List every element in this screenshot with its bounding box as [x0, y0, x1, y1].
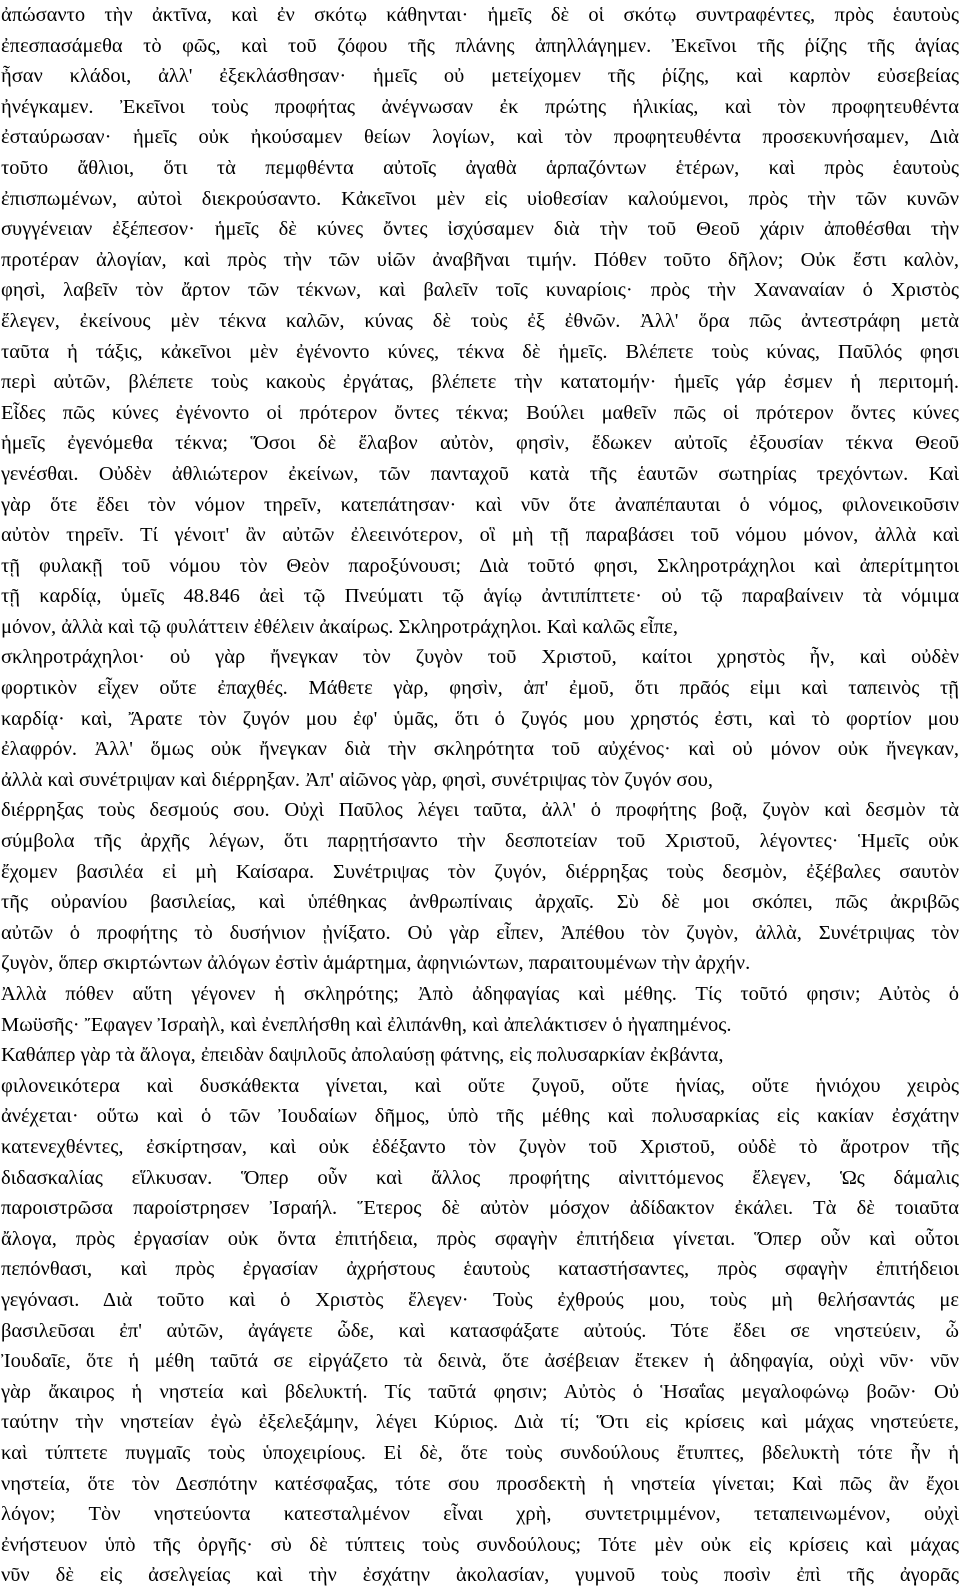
text-line: γενέσθαι. Οὐδὲν ἀθλιώτερον ἐκείνων, τῶν πανταχοῦ κατὰ τῆς ἑαυτῶν σωτηρίας τρεχόντων. Καὶ — [1, 462, 959, 485]
text-line: φορτικὸν εἶχεν οὔτε ἐπαχθές. Μάθετε γὰρ, φησὶν, ἀπ' ἐμοῦ, ὅτι πρᾶός εἰμι καὶ ταπεινὸς τῇ — [1, 677, 959, 700]
text-line: διέρρηξας τοὺς δεσμούς σου. Οὐχὶ Παῦλος λέγει ταῦτα, ἀλλ' ὁ προφήτης βοᾷ, ζυγὸν καὶ δεσμὸν τὰ — [1, 799, 959, 822]
text-line: Καθάπερ γὰρ τὰ ἄλογα, ἐπειδὰν δαψιλοῦς ἀπολαύσῃ φάτνης, εἰς πολυσαρκίαν ἐκβάντα, — [1, 1044, 724, 1067]
text-line: ἐνήστευον ὑπὸ τῆς ὀργῆς· σὺ δὲ τύπτεις τοὺς συνδούλους; Τότε μὲν οὐκ εἰς κρίσεις καὶ μάχας — [1, 1533, 959, 1556]
text-line: καὶ τύπτετε πυγμαῖς τοὺς ὑποχειρίους. Εἰ δὲ, ὅτε τοὺς συνδούλους ἔτυπτες, βδελυκτὴ τότε ἦν ἡ — [1, 1441, 959, 1464]
text-line: σκληροτράχηλοι· οὐ γὰρ ἤνεγκαν τὸν ζυγὸν τοῦ Χριστοῦ, καίτοι χρηστὸς ἦν, καὶ οὐδὲν — [1, 646, 959, 669]
text-line: γὰρ ἄκαιρος ἡ νηστεία καὶ βδελυκτή. Τίς ταῦτά φησιν; Αὐτὸς ὁ Ἡσαΐας μεγαλοφώνῳ βοῶν· Οὐ — [1, 1380, 959, 1403]
text-line: τῆς οὐρανίου βασιλείας, καὶ ὑπέθηκας ἀνθρωπίναις ἀρχαῖς. Σὺ δὲ μοι σκόπει, πῶς ἀκριβῶς — [1, 891, 959, 914]
text-line: φιλονεικότερα καὶ δυσκάθεκτα γίνεται, καὶ οὔτε ζυγοῦ, οὔτε ἡνίας, οὔτε ἡνιόχου χειρὸς — [1, 1074, 959, 1097]
text-line: αὐτὸν τηρεῖν. Τί γένοιτ' ἂν αὐτῶν ἐλεεινότερον, οἳ μὴ τῇ παραβάσει τοῦ νόμου μόνον, ἀλλὰ καὶ — [1, 524, 959, 547]
text-line: τοῦτο ἄθλιοι, ὅτι τὰ πεμφθέντα αὐτοῖς ἀγαθὰ ἁρπαζόντων ἑτέρων, καὶ πρὸς ἑαυτοὺς — [1, 156, 959, 179]
text-line: συγγένειαν ἐξέπεσον· ἡμεῖς δὲ κύνες ὄντες ἰσχύσαμεν διὰ τὴν τοῦ Θεοῦ χάριν ἀποθέσθαι τὴν — [1, 218, 959, 241]
text-line: ἠνέγκαμεν. Ἐκεῖνοι τοὺς προφήτας ἀνέγνωσαν ἐκ πρώτης ἡλικίας, καὶ τὸν προφητευθέντα — [1, 95, 959, 118]
text-line: ἀπώσαντο τὴν ἀκτῖνα, καὶ ἐν σκότῳ κάθηνται· ἡμεῖς δὲ οἱ σκότῳ συντραφέντες, πρὸς ἑαυτοὺς — [1, 4, 959, 26]
text-line: πεπόνθασι, καὶ πρὸς ἐργασίαν ἀχρήστους ἑαυτοὺς καταστήσαντες, πρὸς σφαγὴν ἐπιτήδειοι — [1, 1258, 959, 1281]
text-line: ταύτην τὴν νηστείαν ἐγὼ ἐξελεξάμην, λέγει Κύριος. Διὰ τί; Ὅτι εἰς κρίσεις καὶ μάχας νηστεύετε, — [1, 1411, 959, 1434]
text-line: ἐπισπωμένων, αὐτοὶ διεκρούσαντο. Κἀκεῖνοι μὲν εἰς υἱοθεσίαν καλούμενοι, πρὸς τὴν τῶν κυνῶν — [1, 187, 959, 210]
text-line: ζυγὸν, ὅπερ σκιρτώντων ἀλόγων ἐστὶν ἁμάρτημα, ἀφηνιώντων, παραιτουμένων τὴν ἀρχήν. — [1, 952, 751, 975]
text-line: ἀνέχεται· οὕτω καὶ ὁ τῶν Ἰουδαίων δῆμος, ὑπὸ τῆς μέθης καὶ πολυσαρκίας εἰς κακίαν ἐσχάτην — [1, 1105, 959, 1128]
text-line: αὐτῶν ὁ προφήτης τὸ δυσήνιον ᾐνίξατο. Οὐ γὰρ εἶπεν, Ἀπέθου τὸν ζυγὸν, ἀλλὰ, Συνέτριψας τὸν — [1, 921, 959, 944]
text-line: νῦν δὲ εἰς ἀσελγείας καὶ τὴν ἐσχάτην ἀκολασίαν, γυμνοῦ τοὺς ποσὶν ἐπὶ τῆς ἀγορᾶς — [1, 1564, 959, 1587]
text-line: Ἀλλὰ πόθεν αὕτη γέγονεν ἡ σκληρότης; Ἀπὸ ἀδηφαγίας καὶ μέθης. Τίς τοῦτό φησιν; Αὐτὸς ὁ — [1, 983, 959, 1005]
text-line: ἐπεσπασάμεθα τὸ φῶς, καὶ τοῦ ζόφου τῆς πλάνης ἀπηλλάγημεν. Ἐκεῖνοι τῆς ῥίζης τῆς ἁγίας — [1, 34, 959, 57]
text-line: μόνον, ἀλλὰ καὶ τῷ φυλάττειν ἐθέλειν ἀκαίρως. Σκληροτράχηλοι. Καὶ καλῶς εἶπε, — [1, 615, 678, 638]
text-line: ἦσαν κλάδοι, ἀλλ' ἐξεκλάσθησαν· ἡμεῖς οὐ μετείχομεν τῆς ῥίζης, καὶ καρπὸν εὐσεβείας — [1, 65, 959, 88]
text-line: γὰρ ὅτε ἔδει τὸν νόμον τηρεῖν, κατεπάτησαν· καὶ νῦν ὅτε ἀναπέπαυται ὁ νόμος, φιλονεικοῦσιν — [1, 493, 959, 516]
text-line: τῇ φυλακῇ τοῦ νόμου τὸν Θεὸν παροξύνουσι; Διὰ τοῦτό φησι, Σκληροτράχηλοι καὶ ἀπερίτμητοι — [1, 554, 959, 577]
text-line: σύμβολα τῆς ἀρχῆς λέγων, ὅτι παρῃτήσαντο τὴν δεσποτείαν τοῦ Χριστοῦ, λέγοντες· Ἡμεῖς οὐκ — [1, 830, 959, 853]
text-line: ἔλεγεν, ἐκείνους μὲν τέκνα καλῶν, κύνας δὲ τοὺς ἐξ ἐθνῶν. Ἀλλ' ὅρα πῶς ἀντεστράφη μετὰ — [1, 309, 959, 332]
text-line: κατενεχθέντες, ἐσκίρτησαν, καὶ οὐκ ἐδέξαντο τὸν ζυγὸν τοῦ Χριστοῦ, οὐδὲ τὸ ἄροτρον τῆς — [1, 1135, 959, 1158]
text-line: νηστεία, ὅτε τὸν Δεσπότην κατέσφαξας, τότε σου προσδεκτὴ ἡ νηστεία γίνεται; Καὶ πῶς ἂν ἔχοι — [1, 1472, 959, 1495]
text-line: προτέραν ἀλογίαν, καὶ πρὸς τὴν τῶν υἱῶν ἀναβῆναι τιμήν. Πόθεν τοῦτο δῆλον; Οὐκ ἔστι καλὸν, — [1, 248, 959, 271]
text-line: περὶ αὐτῶν, βλέπετε τοὺς κακοὺς ἐργάτας, βλέπετε τὴν κατατομήν· ἡμεῖς γάρ ἐσμεν ἡ περιτομή. — [1, 371, 959, 394]
text-line: ἔχομεν βασιλέα εἰ μὴ Καίσαρα. Συνέτριψας τὸν ζυγόν, διέρρηξας τοὺς δεσμὸν, ἐξέβαλες σαυτὸν — [1, 860, 959, 883]
text-line: λόγον; Τὸν νηστεύοντα κατεσταλμένον εἶναι χρὴ, συντετριμμένον, τεταπεινωμένον, οὐχὶ — [1, 1503, 959, 1526]
text-line: Ἰουδαῖε, ὅτε ἡ μέθη ταῦτά σε εἰργάζετο τὰ δεινὰ, ὅτε ἀσέβειαν ἔτεκεν ἡ ἀδηφαγία, οὐχὶ νῦν· νῦν — [1, 1350, 959, 1373]
text-line: ἐλαφρόν. Ἀλλ' ὅμως οὐκ ἤνεγκαν διὰ τὴν σκληρότητα τοῦ αὐχένος· καὶ οὐ μόνον οὐκ ἤνεγκαν, — [1, 738, 959, 761]
text-line: βασιλεῦσαι ἐπ' αὐτῶν, ἀγάγετε ὧδε, καὶ κατασφάξατε αὐτούς. Τότε ἔδει σε νηστεύειν, ὦ — [1, 1319, 959, 1342]
text-line: φησὶ, λαβεῖν τὸν ἄρτον τῶν τέκνων, καὶ βαλεῖν τοῖς κυναρίοις· πρὸς τὴν Χαναναίαν ὁ Χριστὸς — [1, 279, 959, 302]
text-line: ταῦτα ἡ τάξις, κἀκεῖνοι μὲν ἐγένοντο κύνες, τέκνα δὲ ἡμεῖς. Βλέπετε τοὺς κύνας, Παῦλός φησι — [1, 340, 959, 363]
text-line: τῇ καρδίᾳ, ὑμεῖς 48.846 ἀεὶ τῷ Πνεύματι τῷ ἁγίῳ ἀντιπίπτετε· οὐ τῷ παραβαίνειν τὰ νόμιμα — [1, 585, 959, 608]
text-line: ἀλλὰ καὶ συνέτριψαν καὶ διέρρηξαν. Ἀπ' αἰῶνος γὰρ, φησὶ, συνέτριψας τὸν ζυγόν σου, — [1, 768, 713, 791]
text-line: γεγόνασι. Διὰ τοῦτο καὶ ὁ Χριστὸς ἔλεγεν· Τοὺς ἐχθρούς μου, τοὺς μὴ θελήσαντάς με — [1, 1288, 959, 1311]
text-line: ἡμεῖς ἐγενόμεθα τέκνα; Ὅσοι δὲ ἔλαβον αὐτὸν, φησὶν, ἔδωκεν αὐτοῖς ἐξουσίαν τέκνα Θεοῦ — [1, 432, 959, 455]
text-line: καρδίᾳ· καὶ, Ἄρατε τὸν ζυγόν μου ἐφ' ὑμᾶς, ὅτι ὁ ζυγός μου χρηστός ἐστι, καὶ τὸ φορτίον μου — [1, 707, 959, 730]
text-line: ἄλογα, πρὸς ἐργασίαν οὐκ ὄντα ἐπιτήδεια, πρὸς σφαγὴν ἐπιτήδεια γίνεται. Ὅπερ οὖν καὶ οὗτοι — [1, 1227, 959, 1250]
text-line: Μωϋσῆς· Ἔφαγεν Ἰσραὴλ, καὶ ἐνεπλήσθη καὶ ἐλιπάνθη, καὶ ἀπελάκτισεν ὁ ἠγαπημένος. — [1, 1013, 732, 1036]
text-line: παροιστρῶσα παροίστρησεν Ἰσραήλ. Ἕτερος δὲ αὐτὸν μόσχον ἀδίδακτον ἐκάλει. Τὰ δὲ τοιαῦτα — [1, 1197, 959, 1220]
text-line: ἐσταύρωσαν· ἡμεῖς οὐκ ἠκούσαμεν θείων λογίων, καὶ τὸν προφητευθέντα προσεκυνήσαμεν, Διὰ — [1, 126, 959, 149]
text-line: Εἶδες πῶς κύνες ἐγένοντο οἱ πρότερον ὄντες τέκνα; Βούλει μαθεῖν πῶς οἱ πρότερον ὄντες κύνες — [1, 401, 959, 424]
text-line: διδασκαλίας εἵλκυσαν. Ὅπερ οὖν καὶ ἄλλος προφήτης αἰνιττόμενος ἔλεγεν, Ὡς δάμαλις — [1, 1166, 959, 1189]
